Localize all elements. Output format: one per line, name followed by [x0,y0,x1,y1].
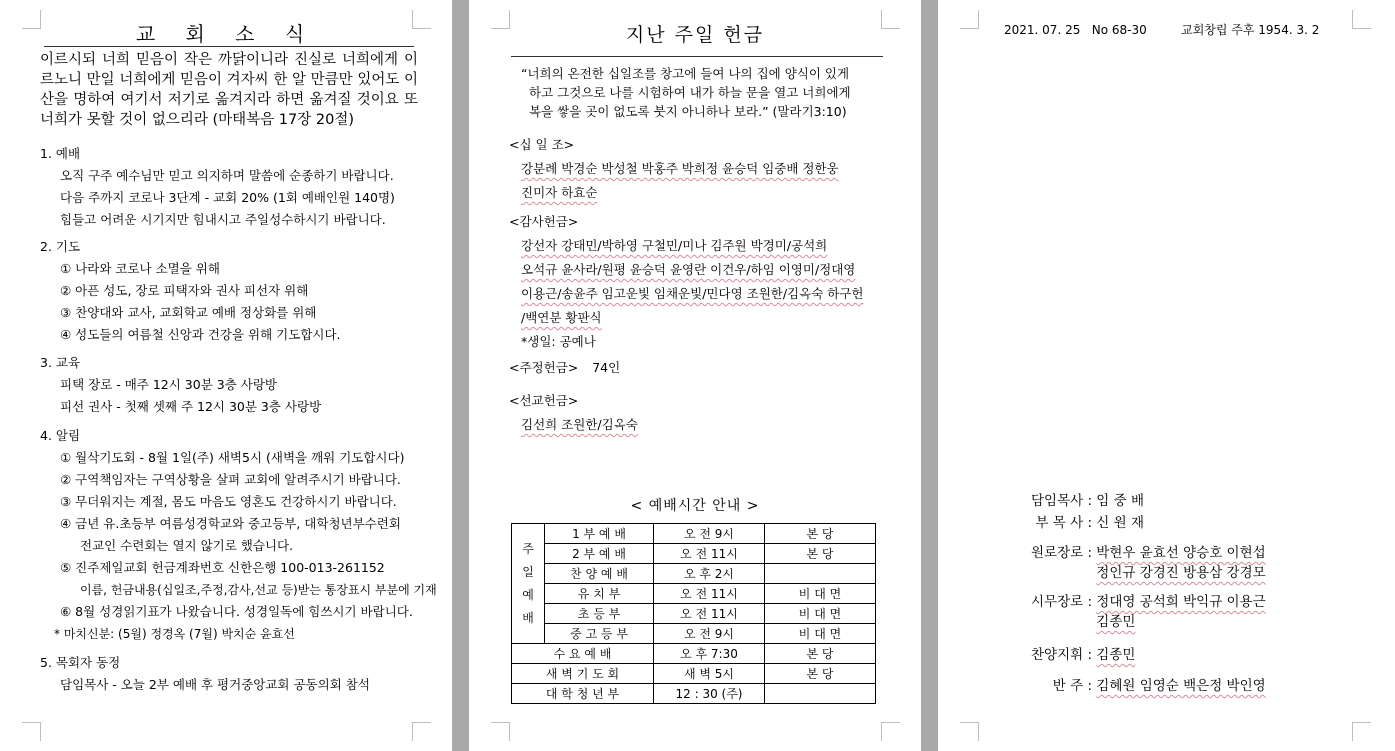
section-heading: 4. 알림 [40,428,81,443]
page-cover-staff [938,0,1395,751]
staff-emeritus-elders [1006,543,1266,583]
table-row [512,564,876,584]
staff-active-elders [1006,592,1266,632]
staff-name: 김종민 [1096,614,1136,630]
donor-names: 오석규 윤사라/원평 윤승덕 윤영란 이건우/하임 이영미/정대영 [521,262,856,277]
scripture-verse: 이르시되 너희 믿음이 작은 까닭이니라 진실로 너희에게 이르노니 만일 너희에게 믿음이 겨자씨 한 알 만큼만 있어도 이 산을 명하여 여기서 저기로 옮겨지라 하면 옮겨질 것이요 또 너희가 못할 것이 없으리라 (마태복음 17장 20절) [40,52,418,128]
section-line: ② 아픈 성도, 장로 피택자와 권사 피선자 위해 [60,283,309,298]
crop-mark [960,722,979,741]
section-line: ④ 성도들의 여름철 신앙과 건강을 위해 기도합시다. [60,327,341,342]
section-heading: 3. 교육 [40,355,81,370]
page-offerings [469,0,921,751]
section-line: ⑤ 진주제일교회 헌금계좌번호 신한은행 100-013-261152 [60,560,385,575]
staff-label: 찬양지휘 : [1030,647,1092,663]
staff-name: 정대영 공석희 박익규 이용근 [1096,594,1266,610]
table-row [512,544,876,564]
service-name: 1 부 예 배 [545,524,654,544]
section-line: ② 구역책임자는 구역상황을 살펴 교회에 알려주시기 바랍니다. [60,472,401,487]
scripture-quote [521,64,891,121]
service-time: 오 후 7:30 [654,644,765,664]
service-name: 초 등 부 [545,604,654,624]
section-education [40,352,321,418]
section-line: 담임목사 - 오늘 2부 예배 후 평거중앙교회 공동의회 참석 [60,677,370,692]
offering-heading: <십 일 조> [509,137,575,152]
table-row [512,624,876,644]
donor-names: 강분례 박경순 박성철 박홍주 박희정 윤승덕 임중배 정한웅 [521,161,839,176]
service-place: 본 당 [765,644,876,664]
table-row [512,604,876,624]
section-heading: 1. 예배 [40,146,81,161]
thanks-offering-list [509,210,863,354]
section-line: ③ 찬양대와 교사, 교회학교 예배 정상화를 위해 [60,305,317,320]
service-time: 오 전 11시 [654,604,765,624]
staff-name: 정인규 강경진 방용삼 강경모 [1096,565,1266,581]
section-worship [40,143,395,231]
table-row [512,584,876,604]
table-row [512,644,876,664]
weekly-offering [509,356,620,380]
section-line: 피택 장로 - 매주 12시 30분 3층 사랑방 [60,377,277,392]
weekly-count: 74인 [592,360,621,375]
staff-label: 담임목사 : [1030,493,1092,509]
section-line: * 마치신분: (5월) 정경옥 (7월) 박치순 윤효선 [54,627,295,641]
staff-choir-director [1006,643,1135,663]
offering-heading: <주정헌금> [509,360,579,375]
section-pastor-news [40,652,370,696]
section-line: 전교인 수련회는 열지 않기로 했습니다. [80,538,294,553]
service-place: 비 대 면 [765,624,876,644]
section-line: 이름, 헌금내용(십일조,주정,감사,선교 등)받는 통장표시 부분에 기재 [80,583,437,597]
section-line: 피선 권사 - 첫째 셋째 주 12시 30분 3층 사랑방 [60,399,322,414]
title-rule [44,46,414,47]
crop-mark [960,10,979,29]
staff-label: 원로장로 : [1030,545,1092,561]
service-time: 12 : 30 (주) [654,684,765,704]
donor-names: 강선자 강태민/박하영 구철민/미나 김주원 박경미/공석희 [521,238,828,253]
table-row [512,524,876,544]
staff-associate-pastor [1006,511,1144,531]
staff-name: 신 원 재 [1096,515,1145,531]
crop-mark [491,722,510,741]
donor-names: 이용근/송윤주 임고운빛 임채운빛/민다영 조원한/김옥숙 하구헌 [521,286,864,301]
offering-heading: <감사헌금> [509,214,579,229]
page-title: 교 회 소 식 [135,22,317,46]
service-name: 수 요 예 배 [512,644,654,664]
page-church-news [0,0,452,751]
service-place: 비 대 면 [765,604,876,624]
service-name: 대 학 청 년 부 [512,684,654,704]
service-name: 중 고 등 부 [545,624,654,644]
service-time: 오 전 9시 [654,624,765,644]
section-line: ④ 금년 유.초등부 여름성경학교와 중고등부, 대학청년부수련회 [60,516,401,531]
staff-name: 김혜원 임영순 백은정 박인영 [1096,678,1266,694]
section-line: ① 나라와 코로나 소멸을 위해 [60,261,220,276]
staff-accompanists [1006,674,1266,694]
service-time: 오 전 11시 [654,584,765,604]
crop-mark [412,722,431,741]
schedule-title: < 예배시간 안내 > [630,498,760,514]
section-prayer [40,236,341,346]
staff-name: 김종민 [1096,647,1136,663]
section-line: 오직 구주 예수님만 믿고 의지하며 말씀에 순종하기 바랍니다. [60,168,394,183]
section-line: ⑥ 8월 성경읽기표가 나왔습니다. 성경일독에 힘쓰시기 바랍니다. [60,604,413,619]
staff-name: 임 중 배 [1096,493,1145,509]
title-rule [511,56,883,57]
donor-names: 김선희 조원한/김옥숙 [521,417,638,432]
service-name: 찬 양 예 배 [545,564,654,584]
offering-heading: <선교헌금> [509,393,579,408]
section-heading: 5. 목회자 동정 [40,655,121,670]
bulletin-header: 2021. 07. 25 No 68-30 교회창립 주후 1954. 3. 2 [1004,23,1320,37]
staff-label: 부 목 사 : [1035,515,1092,531]
donor-names: 진미자 하효순 [521,185,598,200]
crop-mark [1352,722,1371,741]
table-row [512,684,876,704]
section-notices [40,425,437,645]
service-name: 새 벽 기 도 회 [512,664,654,684]
service-name: 2 부 예 배 [545,544,654,564]
quote-line: “너희의 온전한 십일조를 창고에 들여 나의 집에 양식이 있게 [521,66,850,81]
section-heading: 2. 기도 [40,239,81,254]
section-line: ① 월삭기도회 - 8월 1일(주) 새벽5시 (새벽을 깨워 기도합시다) [60,450,405,465]
service-time: 새 벽 5시 [654,664,765,684]
service-place: 본 당 [765,544,876,564]
service-time: 오 전 11시 [654,544,765,564]
page-title: 지난 주일 헌금 [625,24,765,46]
service-place: 비 대 면 [765,584,876,604]
section-line: 다음 주까지 코로나 3단계 - 교회 20% (1회 예배인원 140명) [60,190,395,205]
staff-name: 박현우 윤효선 양승호 이현섭 [1096,545,1266,561]
crop-mark [22,722,41,741]
service-name: 유 치 부 [545,584,654,604]
service-place [765,684,876,704]
crop-mark [1352,10,1371,29]
tithe-list [509,133,839,205]
worship-schedule-table [511,523,876,704]
service-place [765,564,876,584]
section-line: 힘들고 어려운 시기지만 힘내시고 주일성수하시기 바랍니다. [60,212,386,227]
service-time: 오 전 9시 [654,524,765,544]
mission-offering-list [509,389,638,437]
section-line: ③ 무더워지는 계절, 몸도 마음도 영혼도 건강하시기 바랍니다. [60,494,397,509]
staff-senior-pastor [1006,489,1144,509]
table-row [512,664,876,684]
service-place: 본 당 [765,664,876,684]
donor-names: /백연분 황판식 [521,310,602,325]
staff-label: 시무장로 : [1030,594,1092,610]
sunday-worship-label: 주 일 예 배 [512,524,545,644]
crop-mark [881,722,900,741]
service-place: 본 당 [765,524,876,544]
birthday-note: *생일: 공예나 [521,334,596,349]
staff-label: 반 주 : [1052,678,1092,694]
quote-line: 하고 그것으로 나를 시험하여 내가 하늘 문을 열고 너희에게 [529,85,851,100]
quote-line: 복을 쌓을 곳이 없도록 붓지 아니하나 보라.” (말라기3:10) [529,104,847,119]
service-time: 오 후 2시 [654,564,765,584]
